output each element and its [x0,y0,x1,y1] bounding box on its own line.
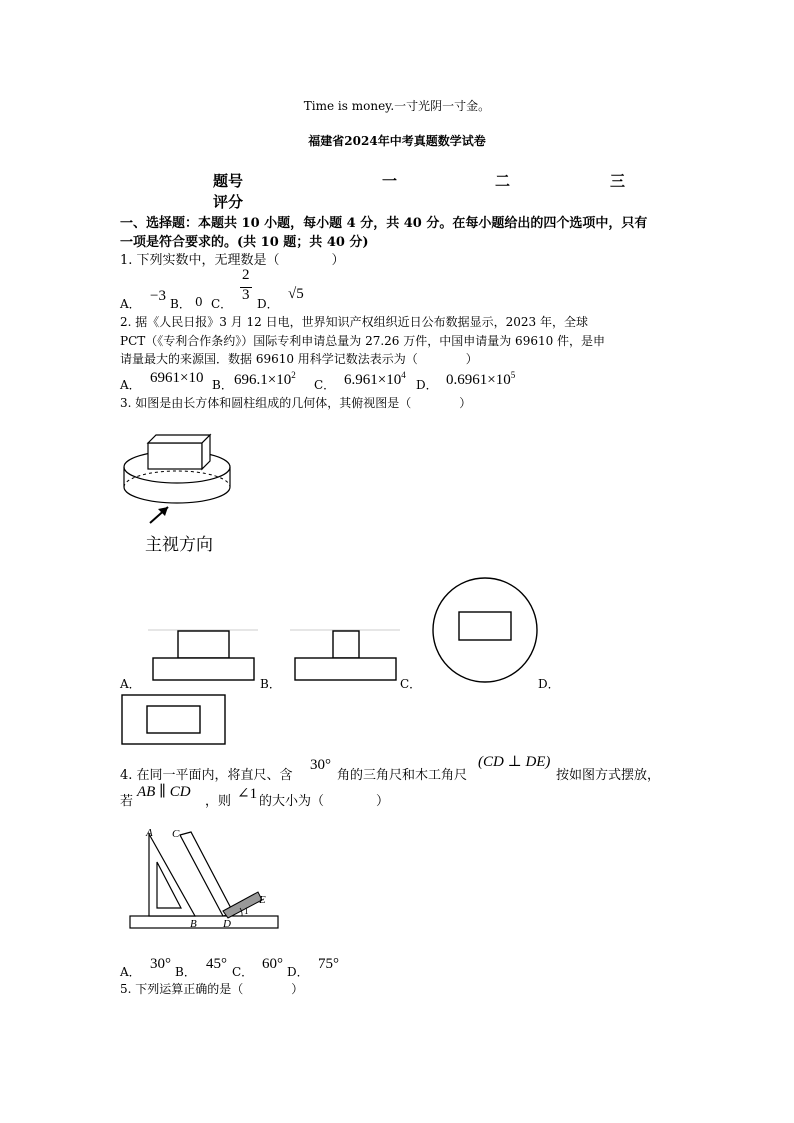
q4-line1-middle: 角的三角尺和木工角尺 [337,768,468,783]
q4-label-E: E [259,894,266,906]
q3-solid-figure [120,425,250,530]
q3-option-d-figure [121,694,227,746]
q1-option-c-denominator: 3 [242,287,250,303]
q4-label-angle-1: 1 [244,906,249,916]
score-table-col-1: 一 [382,172,398,190]
score-table-col-3: 三 [610,172,626,190]
q4-angle-1: ∠1 [237,786,258,802]
q4-label-C: C [172,828,180,840]
q4-line2-suffix: 的大小为（ ） [259,794,390,809]
q2-label-b: B． [212,378,233,392]
q4-option-a: 30° [150,956,171,972]
q2-option-d: $0.6961\times 10^5$ [446,370,516,388]
q2-line3: 请量最大的来源国．数据 69610 用科学记数法表示为（ ） [120,352,478,366]
section1-heading-line2: 一项是符合要求的。(共 10 题；共 40 分) [120,235,369,250]
q4-option-c: 60° [262,956,283,972]
q4-option-b: 45° [206,956,227,972]
q1-label-b: B． [170,297,191,311]
q3-direction-label: 主视方向 [145,535,213,555]
q2-label-c: C． [314,378,336,392]
q4-line1-suffix: 按如图方式摆放， [556,768,661,783]
q4-figure [128,826,280,934]
q4-label-a: A． [120,965,141,979]
exam-title: 福建省2024年中考真题数学试卷 [308,134,486,148]
q4-option-d: 75° [318,956,339,972]
q4-perpendicular-condition: (CD ⊥ DE) [478,754,551,770]
q4-label-D: D [223,918,231,930]
q4-line2-prefix: 若 [120,794,134,809]
q4-label-b: B． [175,965,196,979]
q3-label-a: A． [120,677,141,691]
q1-stem: 1. 下列实数中，无理数是（ ） [120,253,345,268]
q1-label-a: A． [120,297,141,311]
q2-label-a: A． [120,378,141,392]
q1-option-c-numerator: 2 [242,267,250,283]
q4-label-A: A [146,827,153,839]
q1-option-b: 0 [195,295,203,309]
section1-heading-line1: 一、选择题：本题共 10 小题，每小题 4 分，共 40 分。在每小题给出的四个选项中，只有 [120,216,648,231]
q4-line2-middle: ，则 [205,794,232,809]
q1-option-a: −3 [150,288,166,304]
q2-line1: 2. 据《人民日报》3 月 12 日电，世界知识产权组织近日公布数据显示，2023 年，全球 [120,315,588,329]
q2-option-a: 6961×10 [150,370,204,386]
q2-line2: PCT（《专利合作条约》）国际专利申请总量为 27.26 万件，中国申请量为 69610 件，是申 [120,334,606,348]
q1-label-c: C． [211,297,233,311]
q4-parallel-condition: AB ∥ CD [137,784,191,800]
score-table-col-2: 二 [495,172,511,190]
q2-option-b: $696.1\times 10^2$ [234,370,296,388]
q4-label-c: C． [232,965,254,979]
q4-angle-30: 30° [310,757,331,773]
score-table-header-label: 题号 [213,172,244,190]
q4-line1-prefix: 4. 在同一平面内，将直尺、含 [120,768,293,783]
header-motto: Time is money.一寸光阴一寸金。 [303,99,491,113]
q2-label-d: D． [416,378,438,392]
score-table-row-label: 评分 [213,193,244,211]
q3-option-b-figure [290,628,400,684]
q1-option-d: √5 [288,286,304,302]
q1-label-d: D． [257,297,279,311]
q3-option-a-figure [148,628,258,684]
q5-stem: 5. 下列运算正确的是（ ） [120,982,304,996]
q3-stem: 3. 如图是由长方体和圆柱组成的几何体，其俯视图是（ ） [120,396,472,410]
q4-label-d: D． [287,965,309,979]
q4-label-B: B [190,918,197,930]
q3-label-c: C． [400,677,422,691]
q2-option-c: $6.961\times 10^4$ [344,370,406,388]
q3-label-d: D． [538,677,560,691]
q3-label-b: B． [260,677,281,691]
q3-option-c-figure [430,575,540,685]
